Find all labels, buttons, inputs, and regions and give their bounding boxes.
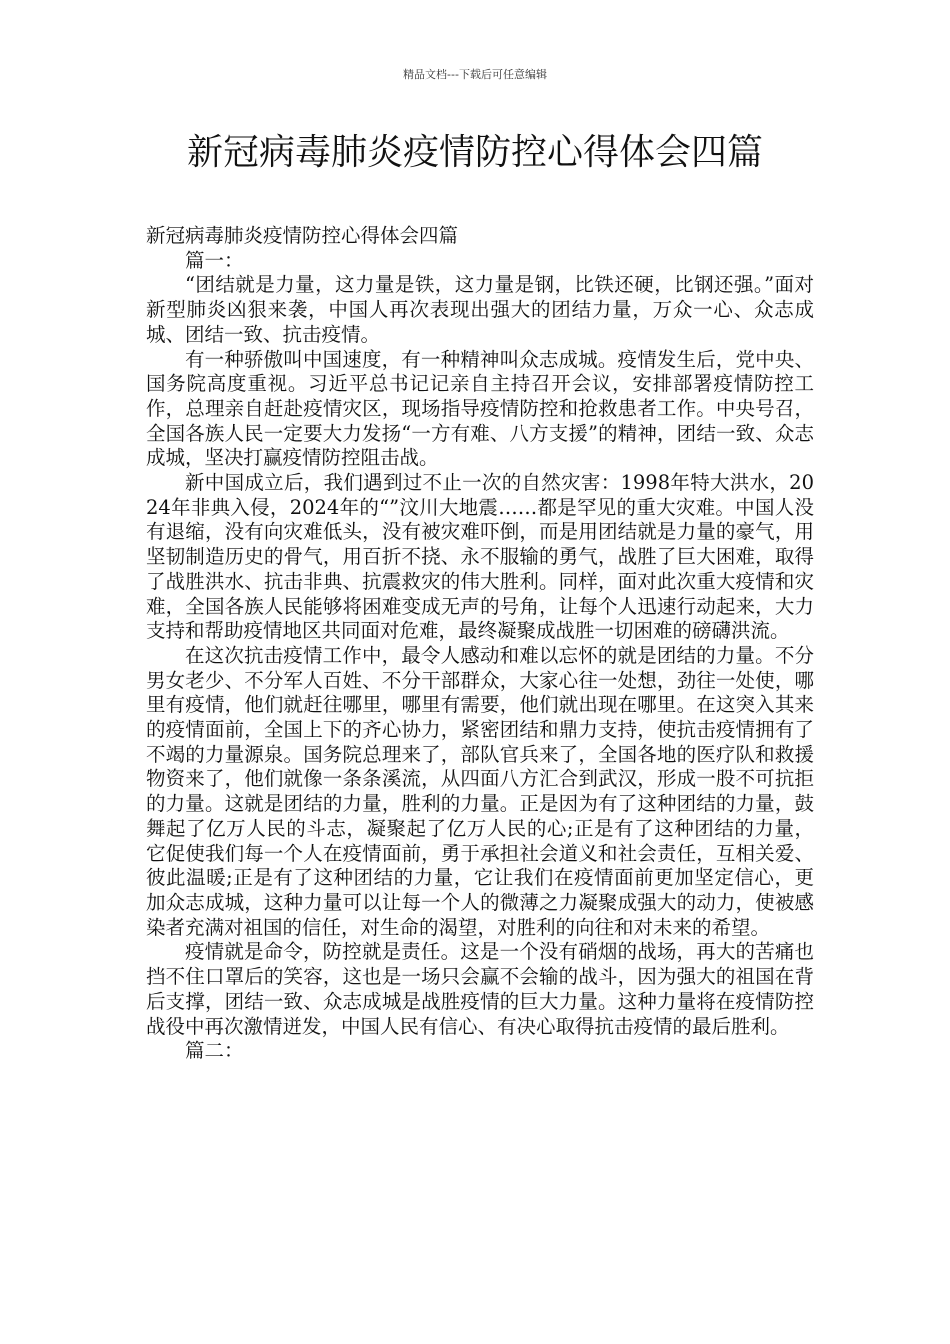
document-subtitle: 新冠病毒肺炎疫情防控心得体会四篇 xyxy=(146,224,459,247)
paragraph: 在这次抗击疫情工作中，最令人感动和难以忘怀的就是团结的力量。不分男女老少、不分军人百姓、不分干部群众，大家心往一处想，劲往一处使，哪里有疫情，他们就赶往哪里，哪里有需要，他们就出现在哪里。在这突入其来的疫情面前，全国上下的齐心协力，紧密团结和鼎力支持，使抗击疫情拥有了不竭的力量源泉。国务院总理来了，部队官兵来了，全国各地的医疗队和救援物资来了，他们就像一条条溪流，从四面八方汇合到武汉，形成一股不可抗拒的力量。这就是团结的力量，胜利的力量。正是因为有了这种团结的力量，鼓舞起了亿万人民的斗志，凝聚起了亿万人民的心;正是有了这种团结的力量，它促使我们每一个人在疫情面前，勇于承担社会道义和社会责任，互相关爱、彼此温暖;正是有了这种团结的力量，它让我们在疫情面前更加坚定信心，更加众志成城，这种力量可以让每一个人的微薄之力凝聚成强大的动力，使被感染者充满对祖国的信任，对生命的渴望，对胜利的向往和对未来的希望。 xyxy=(146,643,814,939)
paragraph: 新中国成立后，我们遇到过不止一次的自然灾害：1998年特大洪水，2024年非典入侵，2024年的“”汶川大地震……都是罕见的重大灾难。中国人没有退缩，没有向灾难低头，没有被灾难吓倒，而是用团结就是力量的豪气，用坚韧制造历史的骨气，用百折不挠、永不服输的勇气，战胜了巨大困难，取得了战胜洪水、抗击非典、抗震救灾的伟大胜利。同样，面对此次重大疫情和灾难，全国各族人民能够将困难变成无声的号角，让每个人迅速行动起来，大力支持和帮助疫情地区共同面对危难，最终凝聚成战胜一切困难的磅礴洪流。 xyxy=(146,471,814,643)
document-body xyxy=(146,224,814,1064)
part1-heading: 篇一： xyxy=(185,248,244,272)
part2-heading: 篇二： xyxy=(185,1039,244,1063)
paragraph: 有一种骄傲叫中国速度，有一种精神叫众志成城。疫情发生后，党中央、国务院高度重视。习近平总书记记亲自主持召开会议，安排部署疫情防控工作，总理亲自赶赴疫情灾区，现场指导疫情防控和抢救患者工作。中央号召，全国各族人民一定要大力发扬“一方有难、八方支援”的精神，团结一致、众志成城，坚决打赢疫情防控阻击战。 xyxy=(146,347,814,470)
document-title: 新冠病毒肺炎疫情防控心得体会四篇 xyxy=(186,132,763,173)
paragraph: “团结就是力量，这力量是铁，这力量是钢，比铁还硬，比钢还强。”面对新型肺炎凶狠来袭，中国人再次表现出强大的团结力量，万众一心、众志成城、团结一致、抗击疫情。 xyxy=(146,273,814,346)
paragraph: 疫情就是命令，防控就是责任。这是一个没有硝烟的战场，再大的苦痛也挡不住口罩后的笑容，这也是一场只会赢不会输的战斗，因为强大的祖国在背后支撑，团结一致、众志成城是战胜疫情的巨大力量。这种力量将在疫情防控战役中再次激情迸发，中国人民有信心、有决心取得抗击疫情的最后胜利。 xyxy=(146,940,814,1038)
header-note: 精品文档---下载后可任意编辑 xyxy=(403,68,547,81)
